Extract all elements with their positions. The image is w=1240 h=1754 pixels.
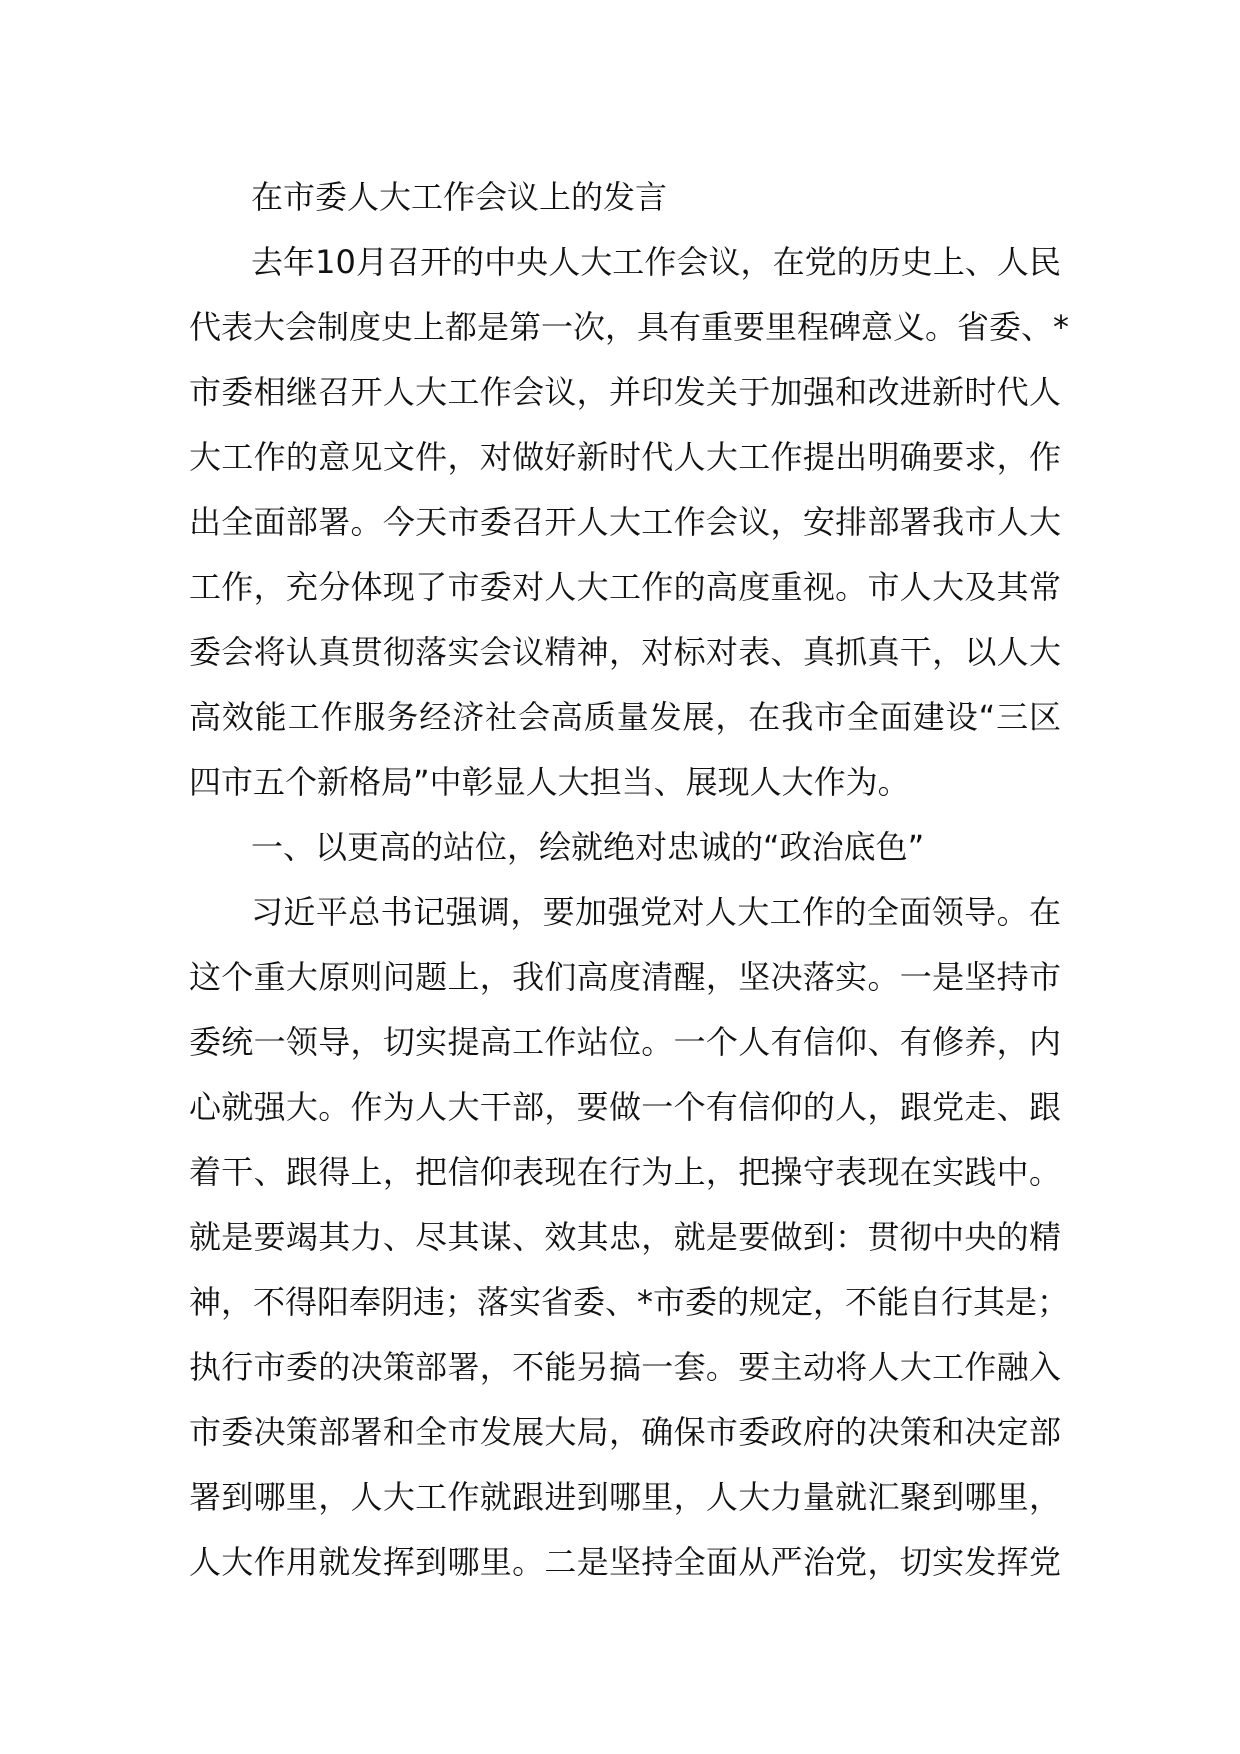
text-line: 四市五个新格局”中彰显人大担当、展现人大作为。 [189,763,910,801]
text-line: 人大作用就发挥到哪里。二是坚持全面从严治党，切实发挥党 [189,1543,1061,1581]
text-line: 代表大会制度史上都是第一次，具有重要里程碑意义。省委、* [189,308,1070,346]
text-line: 这个重大原则问题上，我们高度清醒，坚决落实。一是坚持市 [189,958,1061,996]
text-line: 高效能工作服务经济社会高质量发展，在我市全面建设“三区 [189,698,1061,736]
text-line: 习近平总书记强调，要加强党对人大工作的全面领导。在 [251,893,1061,931]
text-line: 委会将认真贯彻落实会议精神，对标对表、真抓真干，以人大 [189,633,1061,671]
text-line: 市委决策部署和全市发展大局，确保市委政府的决策和决定部 [189,1413,1061,1451]
text-line: 委统一领导，切实提高工作站位。一个人有信仰、有修养，内 [189,1023,1061,1061]
text-line: 着干、跟得上，把信仰表现在行为上，把操守表现在实践中。 [189,1153,1061,1191]
text-line: 署到哪里，人大工作就跟进到哪里，人大力量就汇聚到哪里， [189,1478,1061,1516]
text-line: 心就强大。作为人大干部，要做一个有信仰的人，跟党走、跟 [189,1088,1061,1126]
text-line: 一、以更高的站位，绘就绝对忠诚的“政治底色” [251,828,925,866]
text-line: 就是要竭其力、尽其谋、效其忠，就是要做到：贯彻中央的精 [189,1218,1061,1256]
document-body [189,165,1070,1595]
text-line: 出全面部署。今天市委召开人大工作会议，安排部署我市人大 [189,503,1061,541]
text-line: 市委相继召开人大工作会议，并印发关于加强和改进新时代人 [189,373,1061,411]
document-title: 在市委人大工作会议上的发言 [251,178,668,216]
text-line: 神，不得阳奉阴违；落实省委、*市委的规定，不能自行其是； [189,1283,1070,1321]
text-line: 大工作的意见文件，对做好新时代人大工作提出明确要求，作 [189,438,1061,476]
text-line: 去年10月召开的中央人大工作会议，在党的历史上、人民 [251,243,1061,281]
text-line: 工作，充分体现了市委对人大工作的高度重视。市人大及其常 [189,568,1061,606]
text-line: 执行市委的决策部署，不能另搞一套。要主动将人大工作融入 [189,1348,1061,1386]
